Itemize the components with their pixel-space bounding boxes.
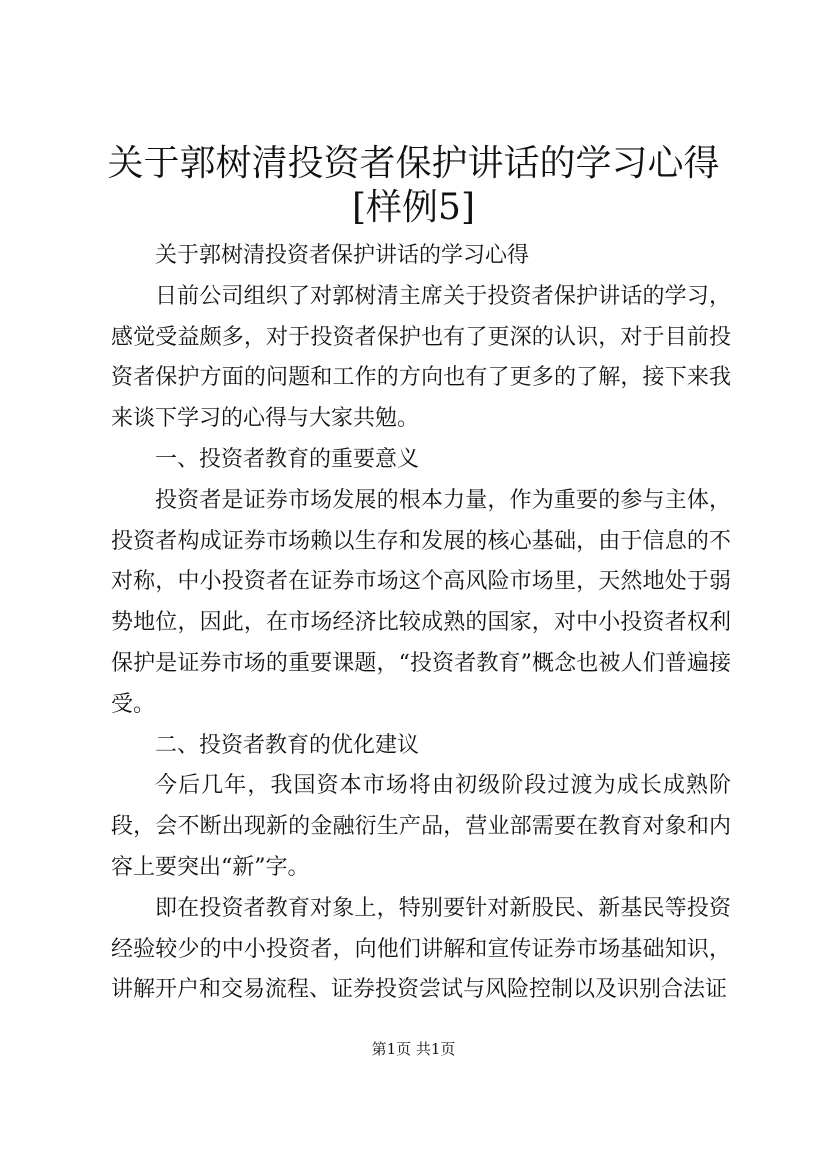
intro-paragraph: 日前公司组织了对郭树清主席关于投资者保护讲话的学习，感觉受益颇多，对于投资者保护也有了更深的认识，对于目前投资者保护方面的问题和工作的方向也有了更多的了解，接下来我来谈下学习的心得与大家共勉。: [111, 283, 731, 432]
section-2-paragraph-1: 今后几年，我国资本市场将由初级阶段过渡为成长成熟阶段，会不断出现新的金融衍生产品，营业部需要在教育对象和内容上要突出“新”字。: [111, 773, 731, 880]
section-2-paragraph-2: 即在投资者教育对象上，特别要针对新股民、新基民等投资经验较少的中小投资者，向他们讲解和宣传证券市场基础知识，讲解开户和交易流程、证券投资尝试与风险控制以及识别合法证: [111, 895, 731, 1003]
document-title: 关于郭树清投资者保护讲话的学习心得[样例5]: [107, 143, 720, 228]
subtitle-paragraph: 关于郭树清投资者保护讲话的学习心得: [155, 243, 530, 268]
section-heading-1: 一、投资者教育的重要意义: [155, 446, 420, 472]
page-footer: 第1页 共1页: [371, 1040, 456, 1058]
section-1-paragraph: 投资者是证券市场发展的根本力量，作为重要的参与主体，投资者构成证券市场赖以生存和发展的核心基础，由于信息的不对称，中小投资者在证券市场这个高风险市场里，天然地处于弱势地位，因此，在市场经济比较成熟的国家，对中小投资者权利保护是证券市场的重要课题，“投资者教育”概念也被人们普遍接受。: [111, 487, 731, 717]
document-body: [111, 236, 731, 1011]
section-heading-2: 二、投资者教育的优化建议: [155, 732, 420, 758]
